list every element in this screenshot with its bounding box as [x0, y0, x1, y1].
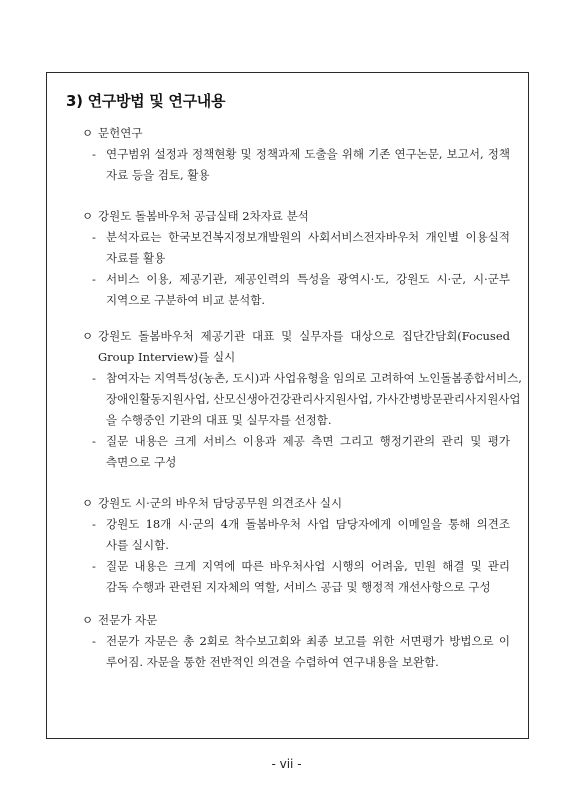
bullet-mark: ㅇ — [82, 126, 94, 140]
bullet-title: Group Interview)를 실시 — [98, 350, 236, 364]
bullet-secondary-data-analysis — [82, 209, 309, 224]
sub-item — [92, 368, 522, 431]
bullet-title: 강원도 돌봄바우처 제공기관 대표 및 실무자를 대상으로 집단간담회(Focused — [98, 329, 510, 343]
sub-item-line: 연구범위 설정과 정책현황 및 정책과제 도출을 위해 기존 연구논문, 보고서, 정책 — [106, 147, 510, 161]
sub-item-line: 참여자는 지역특성(농촌, 도시)과 사업유형을 임의로 고려하여 노인돌봄종합서비스, — [106, 371, 522, 385]
sub-item — [92, 514, 510, 556]
section-heading: 3) 연구방법 및 연구내용 — [66, 92, 226, 110]
bullet-title: 강원도 돌봄바우처 공급실태 2차자료 분석 — [98, 209, 309, 223]
sub-item — [92, 556, 510, 598]
sub-item-line: 분석자료는 한국보건복지정보개발원의 사회서비스전자바우처 개인별 이용실적 — [106, 230, 510, 244]
sub-item-line: 루어짐. 자문을 통한 전반적인 의견을 수렴하여 연구내용을 보완함. — [106, 655, 439, 669]
sub-item — [92, 144, 510, 186]
dash-mark: - — [92, 434, 96, 448]
sub-item-line: 자료 등을 검토, 활용 — [106, 168, 210, 182]
bullet-mark: ㅇ — [82, 613, 94, 627]
sub-item-line: 강원도 18개 시·군의 4개 돌봄바우처 사업 담당자에게 이메일을 통해 의견조 — [106, 517, 510, 531]
sub-item-line: 질문 내용은 크게 지역에 따른 바우처사업 시행의 어려움, 민원 해결 및 관리 — [106, 559, 510, 573]
bullet-title: 문헌연구 — [98, 126, 143, 140]
sub-item-line: 을 수행중인 기관의 대표 및 실무자를 선정함. — [106, 413, 332, 427]
sub-item-line: 질문 내용은 크게 서비스 이용과 제공 측면 그리고 행정기관의 관리 및 평가 — [106, 434, 510, 448]
page-number: - vii - — [271, 757, 302, 771]
sub-item-line: 서비스 이용, 제공기관, 제공인력의 특성을 광역시·도, 강원도 시·군, 시·군부 — [106, 272, 510, 286]
dash-mark: - — [92, 634, 96, 648]
bullet-official-survey — [82, 496, 342, 511]
bullet-focus-group-interview — [82, 326, 510, 368]
sub-item-line: 전문가 자문은 총 2회로 착수보고회와 최종 보고를 위한 서면평가 방법으로 이 — [106, 634, 510, 648]
bullet-expert-consultation — [82, 613, 157, 628]
bullet-title: 강원도 시·군의 바우처 담당공무원 의견조사 실시 — [98, 496, 343, 510]
sub-item-line: 측면으로 구성 — [106, 455, 177, 469]
bullet-literature-review — [82, 126, 142, 141]
bullet-mark: ㅇ — [82, 496, 94, 510]
dash-mark: - — [92, 230, 96, 244]
sub-item-line: 감독 수행과 관련된 지자체의 역할, 서비스 공급 및 행정적 개선사항으로 구성 — [106, 580, 491, 594]
bullet-title: 전문가 자문 — [98, 613, 158, 627]
dash-mark: - — [92, 272, 96, 286]
sub-item — [92, 631, 510, 673]
sub-item — [92, 431, 510, 473]
dash-mark: - — [92, 517, 96, 531]
bullet-mark: ㅇ — [82, 209, 94, 223]
sub-item — [92, 269, 510, 311]
dash-mark: - — [92, 371, 96, 385]
bullet-mark: ㅇ — [82, 329, 94, 343]
dash-mark: - — [92, 147, 96, 161]
sub-item-line: 자료를 활용 — [106, 251, 166, 265]
sub-item-line: 지역으로 구분하여 비교 분석함. — [106, 293, 266, 307]
sub-item-line: 장애인활동지원사업, 산모신생아건강관리사지원사업, 가사간병방문관리사지원사업 — [106, 392, 521, 406]
dash-mark: - — [92, 559, 96, 573]
sub-item-line: 사를 실시함. — [106, 538, 169, 552]
sub-item — [92, 227, 510, 269]
